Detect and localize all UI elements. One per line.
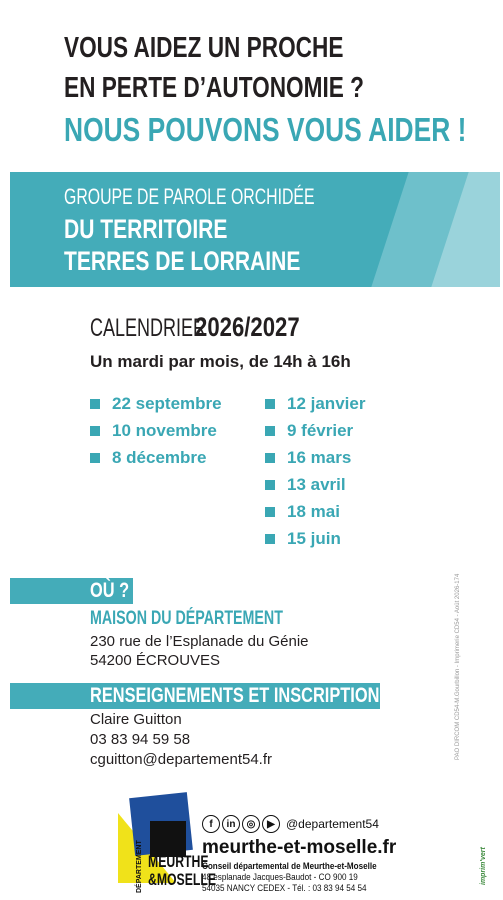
- website-link[interactable]: meurthe-et-moselle.fr: [202, 837, 397, 858]
- banner-line-2: DU TERRITOIRE: [64, 214, 228, 244]
- square-bullet-icon: [265, 534, 275, 544]
- venue-address-city: 54200 ÉCROUVES: [90, 652, 221, 669]
- contact-name: Claire Guitton: [90, 711, 182, 728]
- date-item: 18 mai: [265, 498, 365, 525]
- logo-word-1: MEURTHE: [148, 852, 209, 871]
- facebook-icon[interactable]: f: [202, 815, 220, 833]
- date-item: 12 janvier: [265, 390, 365, 417]
- youtube-icon[interactable]: ▶: [262, 815, 280, 833]
- square-bullet-icon: [265, 480, 275, 490]
- footer-address: 48 esplanade Jacques-Baudot - CO 900 19: [202, 872, 358, 882]
- social-links: [202, 815, 379, 833]
- date-item: 10 novembre: [90, 417, 222, 444]
- calendar-subtitle: Un mardi par mois, de 14h à 16h: [90, 352, 351, 371]
- square-bullet-icon: [90, 453, 100, 463]
- headline-line-2: EN PERTE D’AUTONOMIE ?: [64, 72, 364, 104]
- contact-email[interactable]: cguitton@departement54.fr: [90, 751, 272, 768]
- logo-vertical-label: DÉPARTEMENT: [136, 840, 143, 893]
- print-credit: PAO DIRCOM CD54-M.Gourbillon - Imprimerie CD54 - Août 2026-174: [455, 573, 461, 760]
- date-item: 16 mars: [265, 444, 365, 471]
- social-handle: @departement54: [286, 817, 379, 831]
- footer-org: Conseil départemental de Meurthe-et-Moselle: [202, 861, 377, 871]
- logo-word-2: &MOSELLE: [148, 870, 217, 889]
- footer-contact: 54035 NANCY CEDEX - Tél. : 03 83 94 54 54: [202, 883, 367, 893]
- headline-line-1: VOUS AIDEZ UN PROCHE: [64, 32, 344, 64]
- calendar-label: CALENDRIER: [90, 314, 207, 342]
- banner-line-3: TERRES DE LORRAINE: [64, 246, 301, 276]
- contact-phone[interactable]: 03 83 94 59 58: [90, 731, 191, 748]
- calendar-year: 2026/2027: [195, 312, 300, 342]
- square-bullet-icon: [90, 426, 100, 436]
- square-bullet-icon: [90, 399, 100, 409]
- banner-line-1: GROUPE DE PAROLE ORCHIDÉE: [64, 184, 315, 209]
- date-item: 13 avril: [265, 471, 365, 498]
- venue-name: MAISON DU DÉPARTEMENT: [90, 608, 283, 629]
- instagram-icon[interactable]: ◎: [242, 815, 260, 833]
- printer-label: imprim'vert: [480, 847, 487, 885]
- square-bullet-icon: [265, 426, 275, 436]
- date-item: 9 février: [265, 417, 365, 444]
- date-item: 22 septembre: [90, 390, 222, 417]
- square-bullet-icon: [265, 507, 275, 517]
- dates-column-right: [265, 390, 365, 552]
- square-bullet-icon: [265, 399, 275, 409]
- venue-address-street: 230 rue de l’Esplanade du Génie: [90, 633, 309, 650]
- where-title: OÙ ?: [90, 579, 130, 602]
- dates-column-left: [90, 390, 222, 471]
- date-item: 15 juin: [265, 525, 365, 552]
- square-bullet-icon: [265, 453, 275, 463]
- department-logo: [118, 795, 217, 895]
- info-title: RENSEIGNEMENTS ET INSCRIPTION: [90, 684, 380, 707]
- headline-highlight: NOUS POUVONS VOUS AIDER !: [64, 111, 467, 148]
- linkedin-icon[interactable]: in: [222, 815, 240, 833]
- group-banner: [10, 172, 500, 287]
- date-item: 8 décembre: [90, 444, 222, 471]
- calendar-title: [90, 312, 323, 343]
